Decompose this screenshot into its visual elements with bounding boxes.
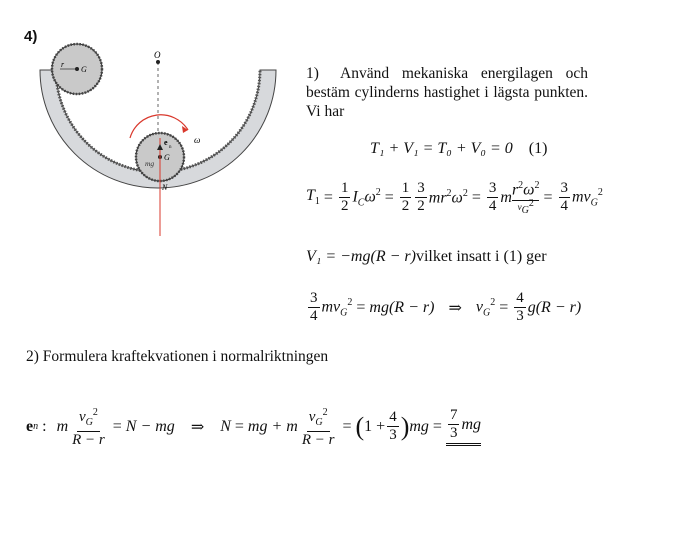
step1-number: 1): [306, 65, 319, 82]
svg-text:G: G: [81, 65, 87, 74]
equation-velocity: $\frac{3}{4}$ $mv_G^2$ = mg(R − r) ⇒ $v_G^2$ = $\frac{4}{3}$ g(R − r): [310, 290, 582, 324]
problem-number: 4): [24, 28, 38, 45]
label-omega: ω: [194, 135, 201, 145]
equation-normal-force: e n : m $\frac{v_G^2}{R - r}$ = N − mg ⇒ N = mg + m $\frac{v_G^2}{R - r}$ = ( 1 + $\frac{4}{3}$ ) mg = $\frac{7}{3}$ mg: [26, 404, 481, 449]
svg-text:e: e: [164, 138, 168, 147]
svg-text:r: r: [61, 60, 65, 69]
svg-text:mg: mg: [145, 159, 155, 168]
svg-text:G: G: [164, 153, 170, 162]
equation-potential-energy: V₁ = −mg(R − r) vilket insatt i (1) ger: [306, 248, 547, 265]
svg-text:n: n: [169, 145, 172, 150]
step2-heading: 2) Formulera kraftekvationen i normalriktningen: [26, 348, 329, 365]
equation-energy: T₁ + V₁ = T₀ + V₀ = 0 (1): [370, 140, 548, 157]
equation-kinetic-energy: $T_1$ = $\frac{1}{2}$ $I_C\omega^2$ = $\frac{1}{2}$ $\frac{3}{2}$ $mr^2\omega^2$ = $\frac{3}{4}$ m $r^2\omega^2$ $v_G^2$ = $\frac{3}{4}$ $mv_G^2$: [306, 180, 603, 216]
cylinder-in-ring-figure: [38, 40, 288, 240]
svg-text:N: N: [162, 183, 168, 192]
label-o: O: [154, 50, 161, 60]
step1-text: [306, 64, 588, 121]
step1-body: Använd mekaniska energilagen och bestäm cylinderns hastighet i lägsta punkten. Vi har: [306, 65, 588, 120]
